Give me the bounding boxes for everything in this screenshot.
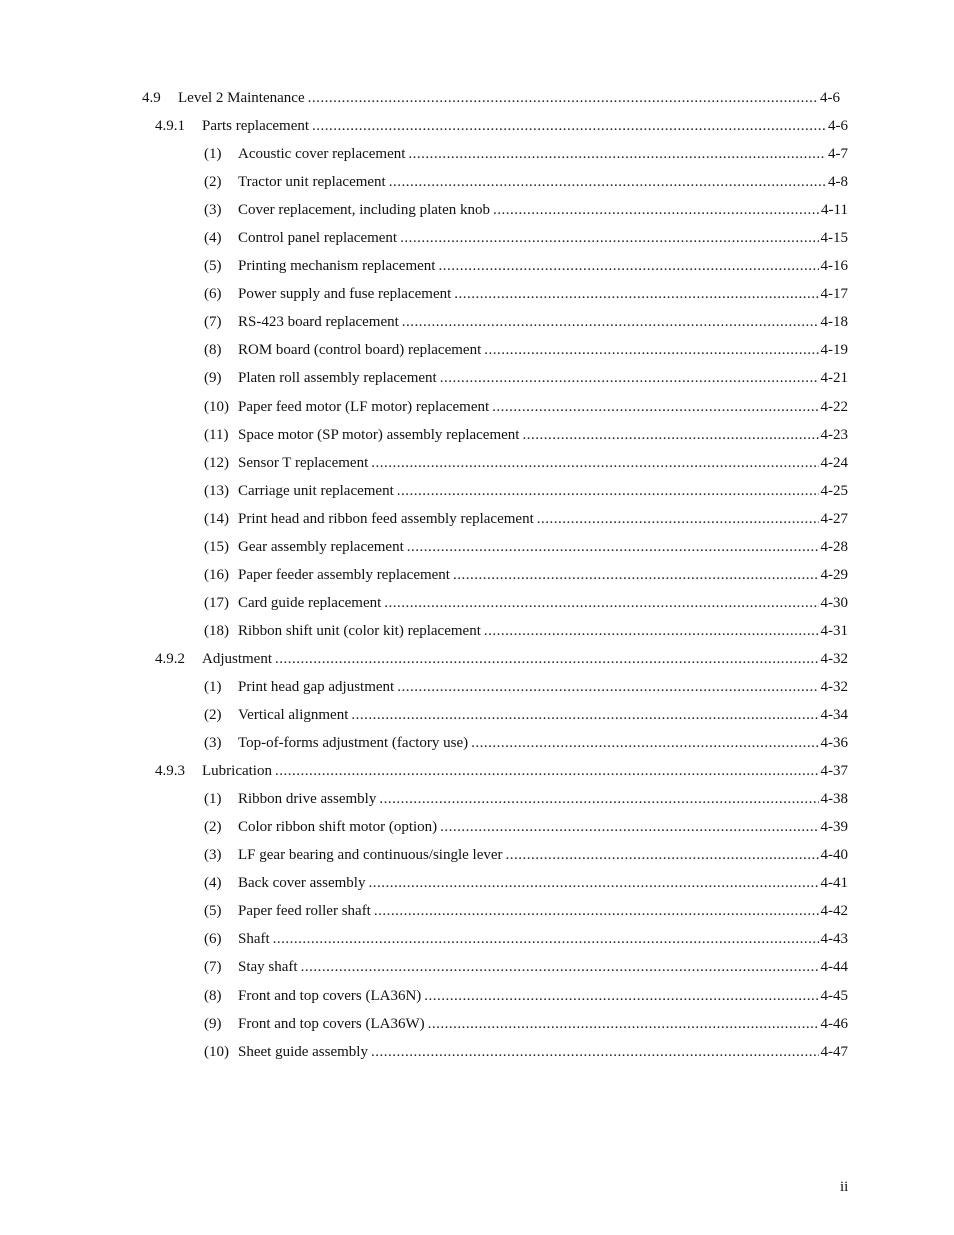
- toc-entry[interactable]: [0, 421, 848, 449]
- toc-entry-title: Cover replacement, including platen knob: [238, 202, 491, 219]
- toc-entry-number: (9): [204, 1015, 222, 1032]
- toc-entry-number: (10): [204, 398, 229, 415]
- toc-entry-page: 4-25: [820, 482, 848, 499]
- toc-entry-title: Adjustment: [202, 650, 272, 667]
- toc-dot-leader: [275, 762, 819, 780]
- toc-entry[interactable]: [0, 280, 848, 308]
- toc-entry-number: (4): [204, 230, 222, 247]
- toc-entry-page: 4-28: [820, 538, 848, 555]
- toc-dot-leader: [312, 117, 826, 135]
- toc-entry[interactable]: [0, 1010, 848, 1038]
- toc-entry-number: (5): [204, 903, 222, 920]
- toc-entry-page: 4-41: [820, 875, 848, 892]
- toc-entry-page: 4-46: [820, 1015, 848, 1032]
- toc-entry[interactable]: [0, 589, 848, 617]
- toc-entry-page: 4-29: [820, 566, 848, 583]
- toc-dot-leader: [484, 341, 818, 359]
- toc-entry-number: (12): [204, 454, 229, 471]
- toc-entry-number: (2): [204, 819, 222, 836]
- toc-entry-title: Print head and ribbon feed assembly replacement: [238, 510, 534, 527]
- toc-dot-leader: [537, 510, 819, 528]
- toc-dot-leader: [402, 313, 819, 331]
- toc-entry[interactable]: [0, 196, 848, 224]
- toc-entry-title: Carriage unit replacement: [238, 482, 394, 499]
- toc-entry-title: Control panel replacement: [238, 230, 398, 247]
- toc-dot-leader: [351, 706, 818, 724]
- toc-entry-number: 4.9.1: [155, 118, 185, 135]
- toc-entry-title: Stay shaft: [238, 959, 298, 976]
- toc-entry-title: Lubrication: [202, 763, 272, 780]
- toc-entry[interactable]: [0, 168, 848, 196]
- toc-entry-page: 4-24: [820, 454, 848, 471]
- toc-entry-title: Gear assembly replacement: [238, 538, 404, 555]
- toc-entry[interactable]: [0, 308, 848, 336]
- toc-entry[interactable]: [0, 897, 848, 925]
- toc-dot-leader: [484, 622, 819, 640]
- toc-entry-number: (15): [204, 538, 229, 555]
- toc-entry-title: Front and top covers (LA36W): [238, 1015, 425, 1032]
- toc-entry-title: Parts replacement: [202, 118, 310, 135]
- toc-entry-page: 4-42: [820, 903, 848, 920]
- toc-entry-title: Print head gap adjustment: [238, 679, 395, 695]
- toc-entry-number: 4.9.2: [155, 650, 185, 667]
- toc-dot-leader: [438, 257, 818, 275]
- toc-entry[interactable]: [0, 673, 848, 701]
- toc-entry-number: (2): [204, 174, 222, 191]
- toc-entry-title: LF gear bearing and continuous/single lever: [238, 847, 503, 864]
- toc-dot-leader: [424, 987, 818, 1005]
- toc-entry[interactable]: [0, 449, 848, 477]
- toc-entry[interactable]: [0, 953, 848, 981]
- toc-entry-page: 4-32: [820, 650, 848, 667]
- toc-entry-number: (2): [204, 707, 222, 724]
- toc-dot-leader: [453, 566, 819, 584]
- toc-entry-number: (9): [204, 370, 222, 387]
- toc-entry-title: Platen roll assembly replacement: [238, 370, 437, 387]
- toc-dot-leader: [440, 369, 819, 387]
- toc-entry-title: Ribbon shift unit (color kit) replacement: [238, 622, 481, 639]
- toc-dot-leader: [493, 201, 819, 219]
- toc-entry[interactable]: [0, 336, 848, 364]
- toc-entry-page: 4-38: [820, 791, 848, 808]
- toc-entry-page: 4-39: [820, 819, 848, 836]
- toc-dot-leader: [408, 145, 826, 163]
- toc-dot-leader: [374, 902, 819, 920]
- toc-entry-title: Printing mechanism replacement: [238, 258, 436, 275]
- toc-entry-page: 4-21: [820, 370, 848, 387]
- toc-entry-number: (14): [204, 510, 229, 527]
- toc-dot-leader: [371, 454, 818, 472]
- toc-entry-page: 4-27: [820, 510, 848, 527]
- toc-dot-leader: [371, 1043, 819, 1061]
- toc-entry-title: Sheet guide assembly: [238, 1043, 368, 1060]
- toc-dot-leader: [379, 790, 818, 808]
- toc-dot-leader: [428, 1015, 819, 1033]
- toc-entry-number: (8): [204, 987, 222, 1004]
- toc-entry-number: (17): [204, 594, 229, 611]
- toc-dot-leader: [389, 173, 826, 191]
- toc-entry-page: 4-34: [820, 707, 848, 724]
- toc-entry-number: (1): [204, 679, 222, 695]
- toc-entry[interactable]: [0, 561, 848, 589]
- toc-entry-number: 4.9: [142, 90, 161, 107]
- toc-entry-number: (13): [204, 482, 229, 499]
- toc-entry-page: 4-43: [820, 931, 848, 948]
- toc-entry[interactable]: [0, 757, 848, 785]
- toc-entry-title: Acoustic cover replacement: [238, 146, 406, 163]
- toc-entry[interactable]: [0, 701, 848, 729]
- toc-entry-number: (5): [204, 258, 222, 275]
- toc-entry-number: (7): [204, 314, 222, 331]
- page-number: ii: [840, 1179, 849, 1195]
- toc-entry-title: Sensor T replacement: [238, 454, 369, 471]
- toc-entry[interactable]: [0, 1038, 848, 1066]
- toc-entry-title: RS-423 board replacement: [238, 314, 399, 331]
- toc-entry-number: (4): [204, 875, 222, 892]
- toc-dot-leader: [308, 89, 818, 107]
- toc-entry-page: 4-15: [820, 230, 848, 247]
- toc-entry-page: 4-37: [820, 763, 848, 780]
- toc-entry[interactable]: [0, 982, 848, 1010]
- toc-entry[interactable]: [0, 393, 848, 421]
- toc-entry-title: Paper feed roller shaft: [238, 903, 371, 920]
- toc-entry-title: Paper feed motor (LF motor) replacement: [238, 398, 490, 415]
- toc-entry-title: Card guide replacement: [238, 594, 382, 611]
- toc-dot-leader: [506, 846, 819, 864]
- toc-entry[interactable]: [0, 729, 848, 757]
- toc-entry-title: Vertical alignment: [238, 707, 349, 724]
- toc-entry-page: 4-8: [828, 174, 848, 191]
- toc-dot-leader: [407, 538, 819, 556]
- toc-entry-title: Top-of-forms adjustment (factory use): [238, 735, 469, 752]
- toc-entry-number: (10): [204, 1043, 229, 1060]
- toc-entry[interactable]: [0, 785, 848, 813]
- toc-entry[interactable]: [0, 252, 848, 280]
- toc-entry-title: Level 2 Maintenance: [178, 90, 305, 107]
- toc-entry-number: (3): [204, 202, 222, 219]
- toc-entry[interactable]: [0, 140, 848, 168]
- toc-entry-title: Paper feeder assembly replacement: [238, 566, 450, 583]
- toc-dot-leader: [397, 678, 818, 696]
- toc-entry-page: 4-16: [820, 258, 848, 275]
- toc-entry-title: Front and top covers (LA36N): [238, 987, 422, 1004]
- toc-entry-number: (6): [204, 286, 222, 303]
- toc-entry-page: 4-6: [828, 118, 848, 135]
- toc-entry-page: 4-45: [820, 987, 848, 1004]
- toc-entry-page: 4-11: [821, 202, 848, 219]
- toc-entry[interactable]: [0, 617, 848, 645]
- toc-entry-title: ROM board (control board) replacement: [238, 342, 482, 359]
- toc-dot-leader: [384, 594, 818, 612]
- toc-entry-number: (1): [204, 146, 222, 163]
- toc-entry-title: Shaft: [238, 931, 270, 948]
- toc-entry-number: (6): [204, 931, 222, 948]
- toc-entry-number: (11): [204, 426, 229, 443]
- toc-entry-number: (3): [204, 847, 222, 864]
- toc-dot-leader: [273, 930, 819, 948]
- toc-entry-page: 4-17: [820, 286, 848, 303]
- toc-dot-leader: [400, 229, 818, 247]
- toc-entry-page: 4-22: [820, 398, 848, 415]
- toc-entry-title: Back cover assembly: [238, 875, 366, 892]
- toc-entry-title: Ribbon drive assembly: [238, 791, 377, 808]
- toc-entry-page: 4-40: [820, 847, 848, 864]
- toc-entry-page: 4-47: [820, 1043, 848, 1060]
- toc-entry-title: Space motor (SP motor) assembly replacement: [238, 426, 520, 443]
- toc-entry-title: Power supply and fuse replacement: [238, 286, 452, 303]
- toc-entry-number: (7): [204, 959, 222, 976]
- toc-dot-leader: [522, 426, 818, 444]
- toc-entry-number: (1): [204, 791, 222, 808]
- toc-entry-title: Tractor unit replacement: [238, 174, 386, 191]
- toc-dot-leader: [454, 285, 818, 303]
- toc-entry[interactable]: [0, 364, 848, 392]
- toc-entry[interactable]: [0, 925, 848, 953]
- toc-entry-page: 4-36: [820, 735, 848, 752]
- toc-entry-page: 4-23: [820, 426, 848, 443]
- toc-entry-number: (16): [204, 566, 229, 583]
- toc-entry[interactable]: [0, 645, 848, 673]
- toc-entry-page: 4-19: [820, 342, 848, 359]
- toc-entry-page: 4-6: [820, 90, 840, 107]
- toc-entry[interactable]: [0, 841, 848, 869]
- toc-dot-leader: [492, 398, 818, 416]
- toc-entry-page: 4-30: [820, 594, 848, 611]
- toc-entry[interactable]: [0, 869, 848, 897]
- toc-entry[interactable]: [0, 477, 848, 505]
- toc-dot-leader: [471, 734, 818, 752]
- toc-entry-page: 4-18: [820, 314, 848, 331]
- table-of-contents: [0, 84, 954, 1066]
- toc-dot-leader: [368, 874, 818, 892]
- toc-dot-leader: [397, 482, 819, 500]
- toc-entry-page: 4-44: [820, 959, 848, 976]
- toc-dot-leader: [301, 958, 819, 976]
- toc-entry[interactable]: [0, 112, 848, 140]
- toc-entry-number: (18): [204, 622, 229, 639]
- toc-entry[interactable]: [0, 813, 848, 841]
- toc-entry[interactable]: [0, 533, 848, 561]
- toc-entry-title: Color ribbon shift motor (option): [238, 819, 438, 836]
- toc-entry-page: 4-31: [820, 622, 848, 639]
- toc-dot-leader: [275, 650, 819, 668]
- toc-entry-number: 4.9.3: [155, 763, 185, 780]
- toc-entry-number: (8): [204, 342, 222, 359]
- toc-entry-page: 4-7: [828, 146, 848, 163]
- toc-entry[interactable]: [0, 84, 840, 112]
- toc-entry[interactable]: [0, 505, 848, 533]
- toc-dot-leader: [440, 818, 818, 836]
- toc-entry-page: 4-32: [820, 679, 848, 695]
- toc-entry[interactable]: [0, 224, 848, 252]
- toc-entry-number: (3): [204, 735, 222, 752]
